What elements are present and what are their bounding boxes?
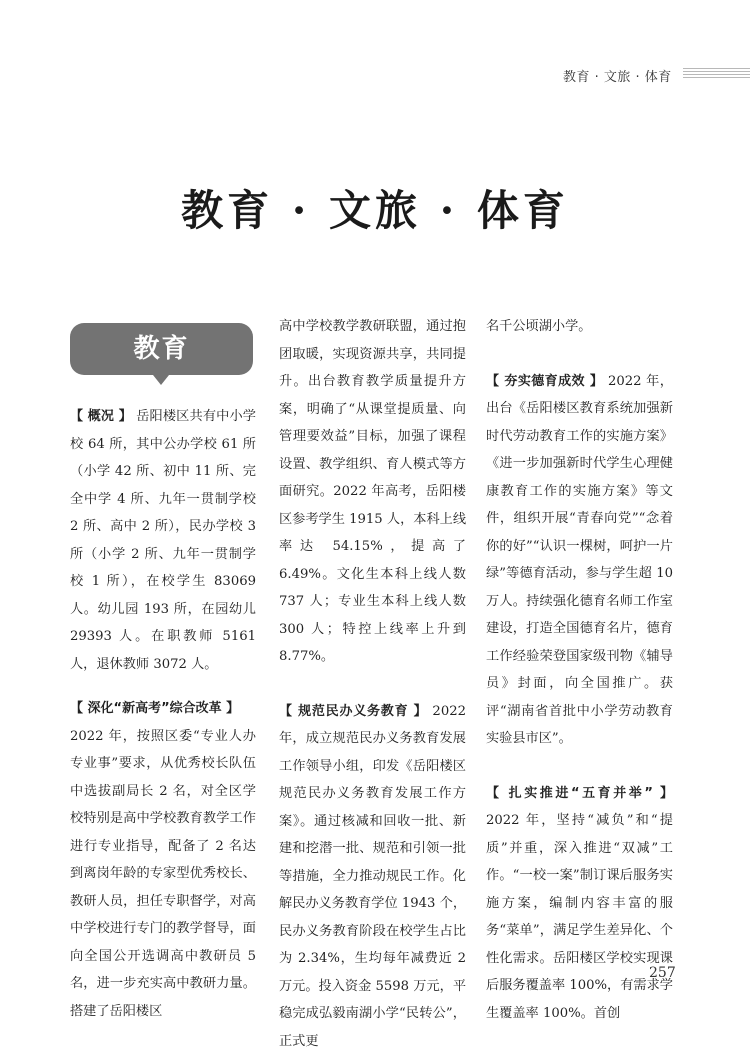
paragraph-body: 2022 年，按照区委“专业人办专业事”要求，从优秀校长队伍中选拔副局长 2 名，对全区学校特别是高中学校教育教学工作进行专业指导，配备了 2 名达到离岗年龄的专家型优秀校长、教研人员，担任专职督学，对高中学校进行专门的教学督导，面向全国公开选调高中教研员 5 名，进一步充实高中教研力量。搭建了岳阳楼区 [70, 729, 256, 1019]
text-column-2 [279, 313, 466, 1055]
paragraph-continued: 高中学校教学教研联盟，通过抱团取暖，实现资源共享，共同提升。出台教育教学质量提升方案，明确了“从课堂提质量、向管理要效益”目标，加强了课程设置、教学组织、育人模式等方面研究。2022 年高考，岳阳楼区参考学生 1915 人，本科上线率达 54.15%，提高了 6.49%。文化生本科上线人数 737 人；专业生本科上线人数 300 人；特控上线率上升到 8.77%。 [279, 313, 466, 671]
section-label: 教育 [70, 323, 253, 375]
paragraph-heading: 【 夯实德育成效 】 [486, 374, 603, 389]
running-header: 教育 · 文旅 · 体育 [563, 66, 672, 85]
section-label-box [70, 323, 253, 375]
paragraph-moral-education [486, 368, 673, 753]
paragraph-heading: 【 深化“新高考”综合改革 】 [70, 701, 239, 716]
section-label-pointer [153, 375, 169, 385]
paragraph-heading: 【 规范民办义务教育 】 [279, 704, 427, 719]
paragraph-private-education [279, 698, 466, 1055]
page-title: 教育 · 文旅 · 体育 [0, 178, 750, 238]
paragraph-body: 2022 年，出台《岳阳楼区教育系统加强新时代劳动教育工作的实施方案》《进一步加强新时代学生心理健康教育工作的实施方案》等文件，组织开展“青春向党”“念着你的好”“认识一棵树，呵护一片绿”等德育活动，参与学生超 10 万人。持续强化德育名师工作室建设，打造全国德育名片，德育工作经验荣登国家级刊物《辅导员》封面，向全国推广。获评“湖南省首批中小学劳动教育实验县市区”。 [486, 374, 673, 747]
paragraph-heading: 【 扎实推进“五育并举” 】 [486, 786, 673, 801]
text-column-1 [70, 403, 256, 1025]
paragraph-body: 2022 年，坚持“减负”和“提质”并重，深入推进“双减”工作。“一校一案”制订课后服务实施方案，编制内容丰富的服务“菜单”，满足学生差异化、个性化需求。岳阳楼区学校实现课后服务覆盖率 100%，有需求学生覆盖率 100%。首创 [486, 813, 673, 1021]
text-column-3 [486, 313, 673, 1027]
paragraph-five-education [486, 780, 673, 1028]
paragraph-body: 岳阳楼区共有中小学校 64 所，其中公办学校 61 所（小学 42 所、初中 11 所、完全中学 4 所、九年一贯制学校 2 所、高中 2 所），民办学校 3 所（小学 2 所、九年一贯制学校 1 所），在校学生 83069 人。幼儿园 193 所，在园幼儿 29393 人。在职教师 5161 人，退休教师 3072 人。 [70, 409, 256, 672]
paragraph-body: 2022 年，成立规范民办义务教育发展工作领导小组，印发《岳阳楼区规范民办义务教育发展工作方案》。通过核减和回收一批、新建和挖潜一批、规范和引领一批等措施，全力推动规民工作。化解民办义务教育学位 1943 个，民办义务教育阶段在校学生占比为 2.34%，生均每年减费近 2 万元。投入资金 5598 万元，平稳完成弘毅南湖小学“民转公”，正式更 [279, 704, 466, 1049]
page-number: 257 [649, 965, 676, 981]
paragraph-continued: 名千公顷湖小学。 [486, 313, 673, 341]
paragraph-heading: 【 概况 】 [70, 409, 132, 424]
paragraph-overview [70, 403, 256, 678]
header-decorative-rules [683, 68, 750, 80]
paragraph-reform [70, 695, 256, 1025]
